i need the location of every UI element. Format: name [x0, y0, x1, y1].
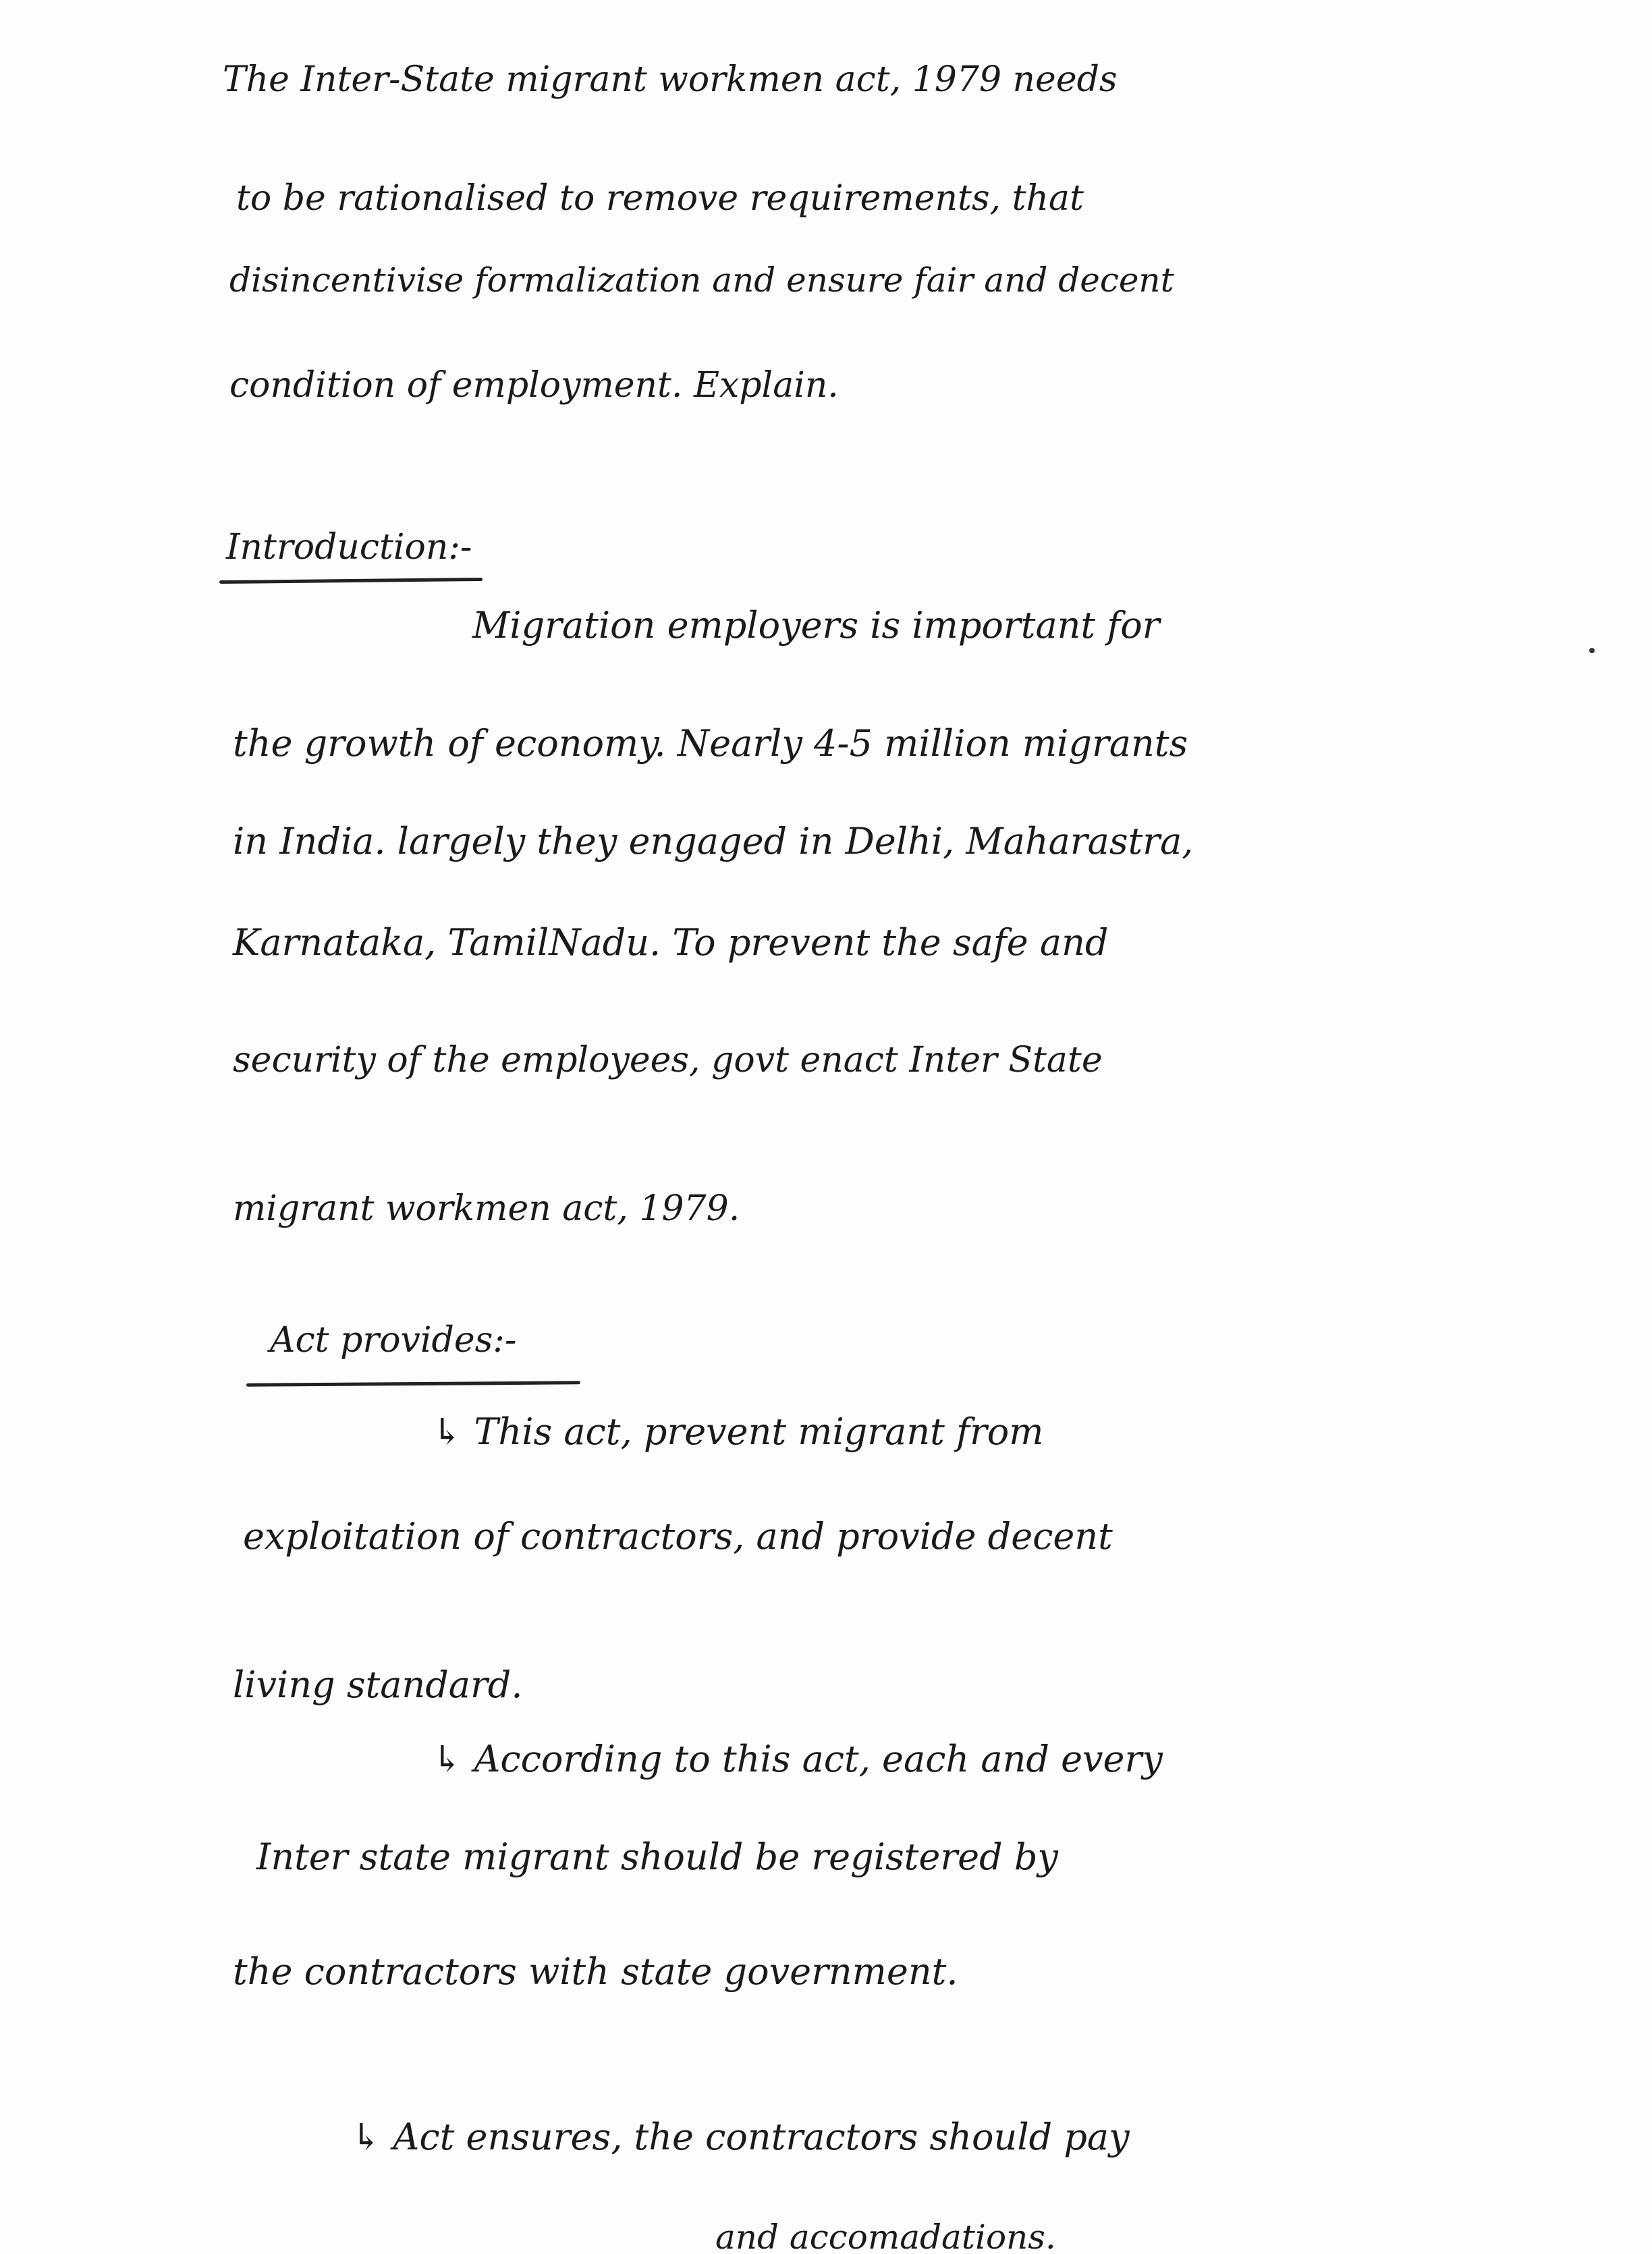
point-1-line-2: exploitation of contractors, and provide decent — [243, 1515, 1113, 1558]
point-3-line-2: and accomadations. — [715, 2218, 1056, 2254]
point-1-line-3: living standard. — [233, 1664, 523, 1706]
question-line-4: condition of employment. Explain. — [229, 365, 839, 406]
act-provides-heading: Act provides:- — [270, 1320, 517, 1360]
introduction-line-4: Karnataka, TamilNadu. To prevent the safe and — [233, 921, 1109, 964]
introduction-heading: Introduction:- — [226, 527, 472, 568]
point-2-line-1: ↳ According to this act, each and every — [432, 1738, 1163, 1780]
stray-pen-mark — [1589, 648, 1595, 653]
introduction-line-6: migrant workmen act, 1979. — [233, 1188, 740, 1229]
question-line-3: disincentivise formalization and ensure fair and decent — [229, 260, 1174, 300]
question-line-2: to be rationalised to remove requirements, that — [236, 178, 1084, 219]
introduction-line-1: Migration employers is important for — [472, 604, 1160, 647]
point-2-line-3: the contractors with state government. — [233, 1950, 958, 1993]
point-3-line-1: ↳ Act ensures, the contractors should pay — [351, 2116, 1130, 2158]
question-line-1: The Inter-State migrant workmen act, 1979 needs — [223, 59, 1118, 100]
point-2-line-2: Inter state migrant should be registered by — [256, 1836, 1058, 1878]
introduction-line-3: in India. largely they engaged in Delhi, Maharastra, — [233, 820, 1194, 862]
point-1-line-1: ↳ This act, prevent migrant from — [432, 1410, 1044, 1453]
act-provides-underline — [246, 1381, 580, 1386]
introduction-line-5: security of the employees, govt enact Inter State — [233, 1040, 1103, 1080]
introduction-line-2: the growth of economy. Nearly 4-5 million migrants — [233, 722, 1188, 765]
introduction-underline — [219, 578, 483, 584]
